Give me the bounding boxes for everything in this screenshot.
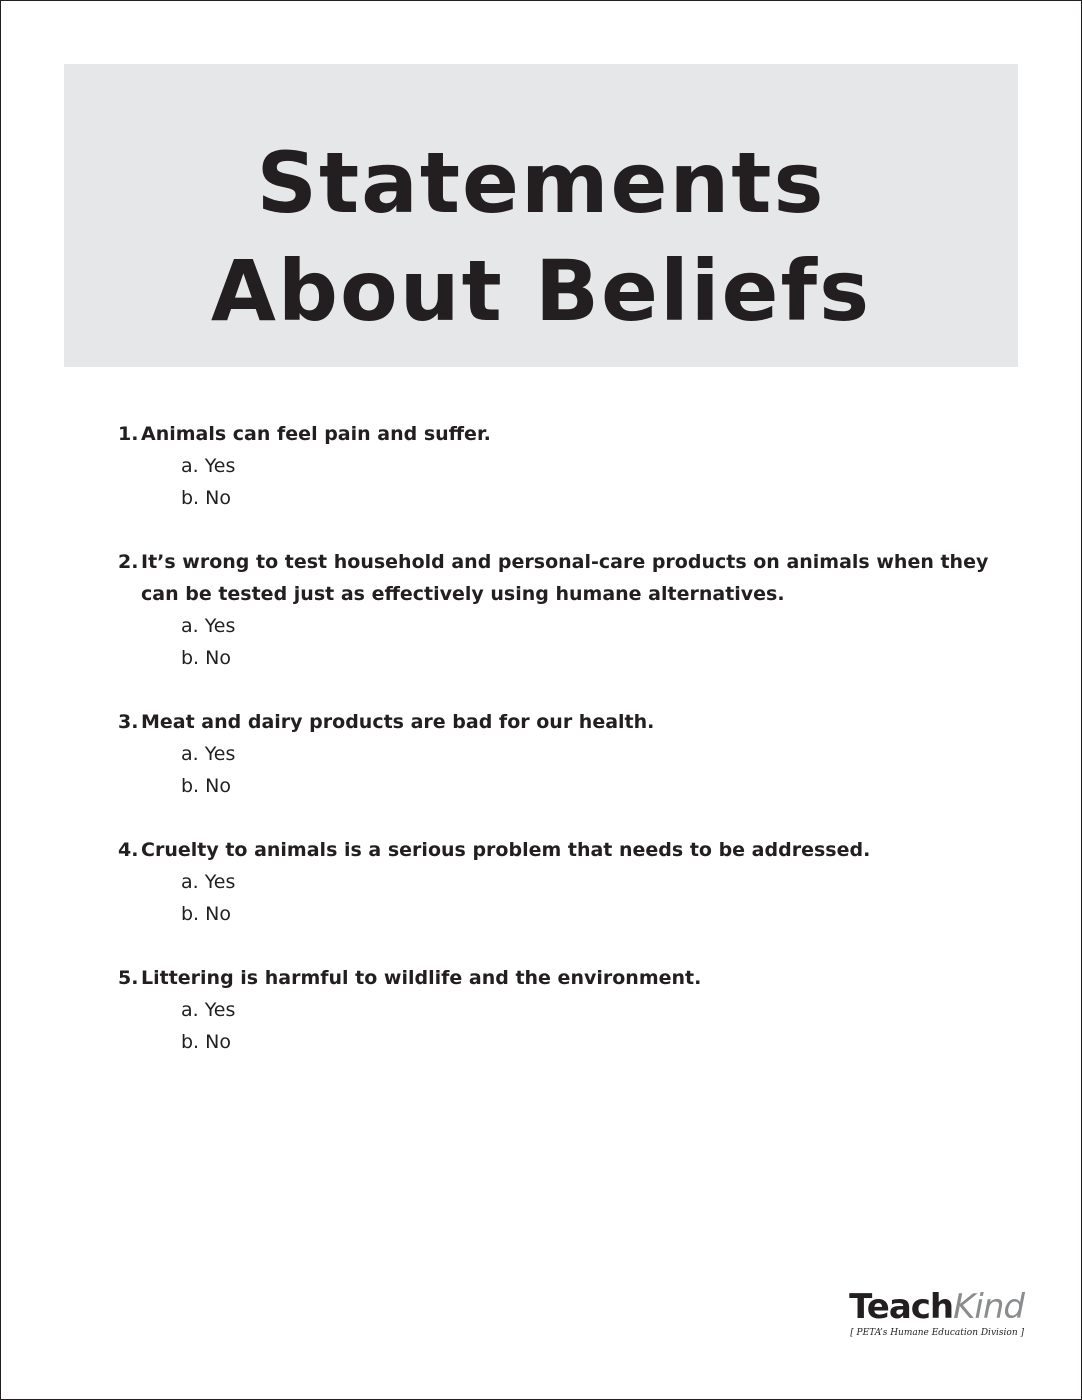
answer-options (118, 610, 1008, 674)
answer-options (118, 738, 1008, 802)
question-stem (118, 834, 1008, 866)
answer-options (118, 450, 1008, 514)
question-text: Meat and dairy products are bad for our health. (141, 711, 655, 733)
answer-option-no: b. No (181, 1031, 231, 1053)
answer-option-yes: a. Yes (181, 615, 236, 637)
answer-option-no: b. No (181, 903, 231, 925)
question-item (118, 706, 1008, 802)
logo-teach-text: Teach (849, 1287, 954, 1327)
question-item (118, 962, 1008, 1058)
answer-option-yes: a. Yes (181, 871, 236, 893)
page-title-line-2: About Beliefs (210, 242, 872, 340)
question-text: It’s wrong to test household and personal-care products on animals when they can be tested just as effectively using humane alternatives. (141, 551, 989, 605)
teachkind-logo (840, 1287, 1024, 1343)
logo-tagline: [ PETA’s Humane Education Division ] (850, 1328, 1024, 1338)
question-item (118, 834, 1008, 930)
logo-kind-text: Kind (953, 1287, 1024, 1327)
question-text: Cruelty to animals is a serious problem that needs to be addressed. (141, 839, 871, 861)
question-number: 4. (118, 839, 139, 861)
question-item (118, 546, 1008, 674)
question-number: 2. (118, 551, 139, 573)
question-text: Animals can feel pain and suffer. (141, 423, 491, 445)
question-number: 1. (118, 423, 139, 445)
page-title-line-1: Statements (256, 134, 826, 232)
question-stem (118, 418, 1008, 450)
question-stem (118, 962, 1008, 994)
logo-wordmark (840, 1287, 1024, 1327)
question-item (118, 418, 1008, 514)
answer-options (118, 994, 1008, 1058)
answer-option-no: b. No (181, 487, 231, 509)
answer-option-yes: a. Yes (181, 743, 236, 765)
question-stem (118, 706, 1008, 738)
question-text: Littering is harmful to wildlife and the environment. (141, 967, 702, 989)
answer-option-no: b. No (181, 775, 231, 797)
title-banner (64, 64, 1018, 367)
answer-option-no: b. No (181, 647, 231, 669)
question-list (118, 418, 1008, 1090)
question-stem (118, 546, 1008, 610)
question-number: 3. (118, 711, 139, 733)
question-number: 5. (118, 967, 139, 989)
answer-options (118, 866, 1008, 930)
answer-option-yes: a. Yes (181, 455, 236, 477)
answer-option-yes: a. Yes (181, 999, 236, 1021)
